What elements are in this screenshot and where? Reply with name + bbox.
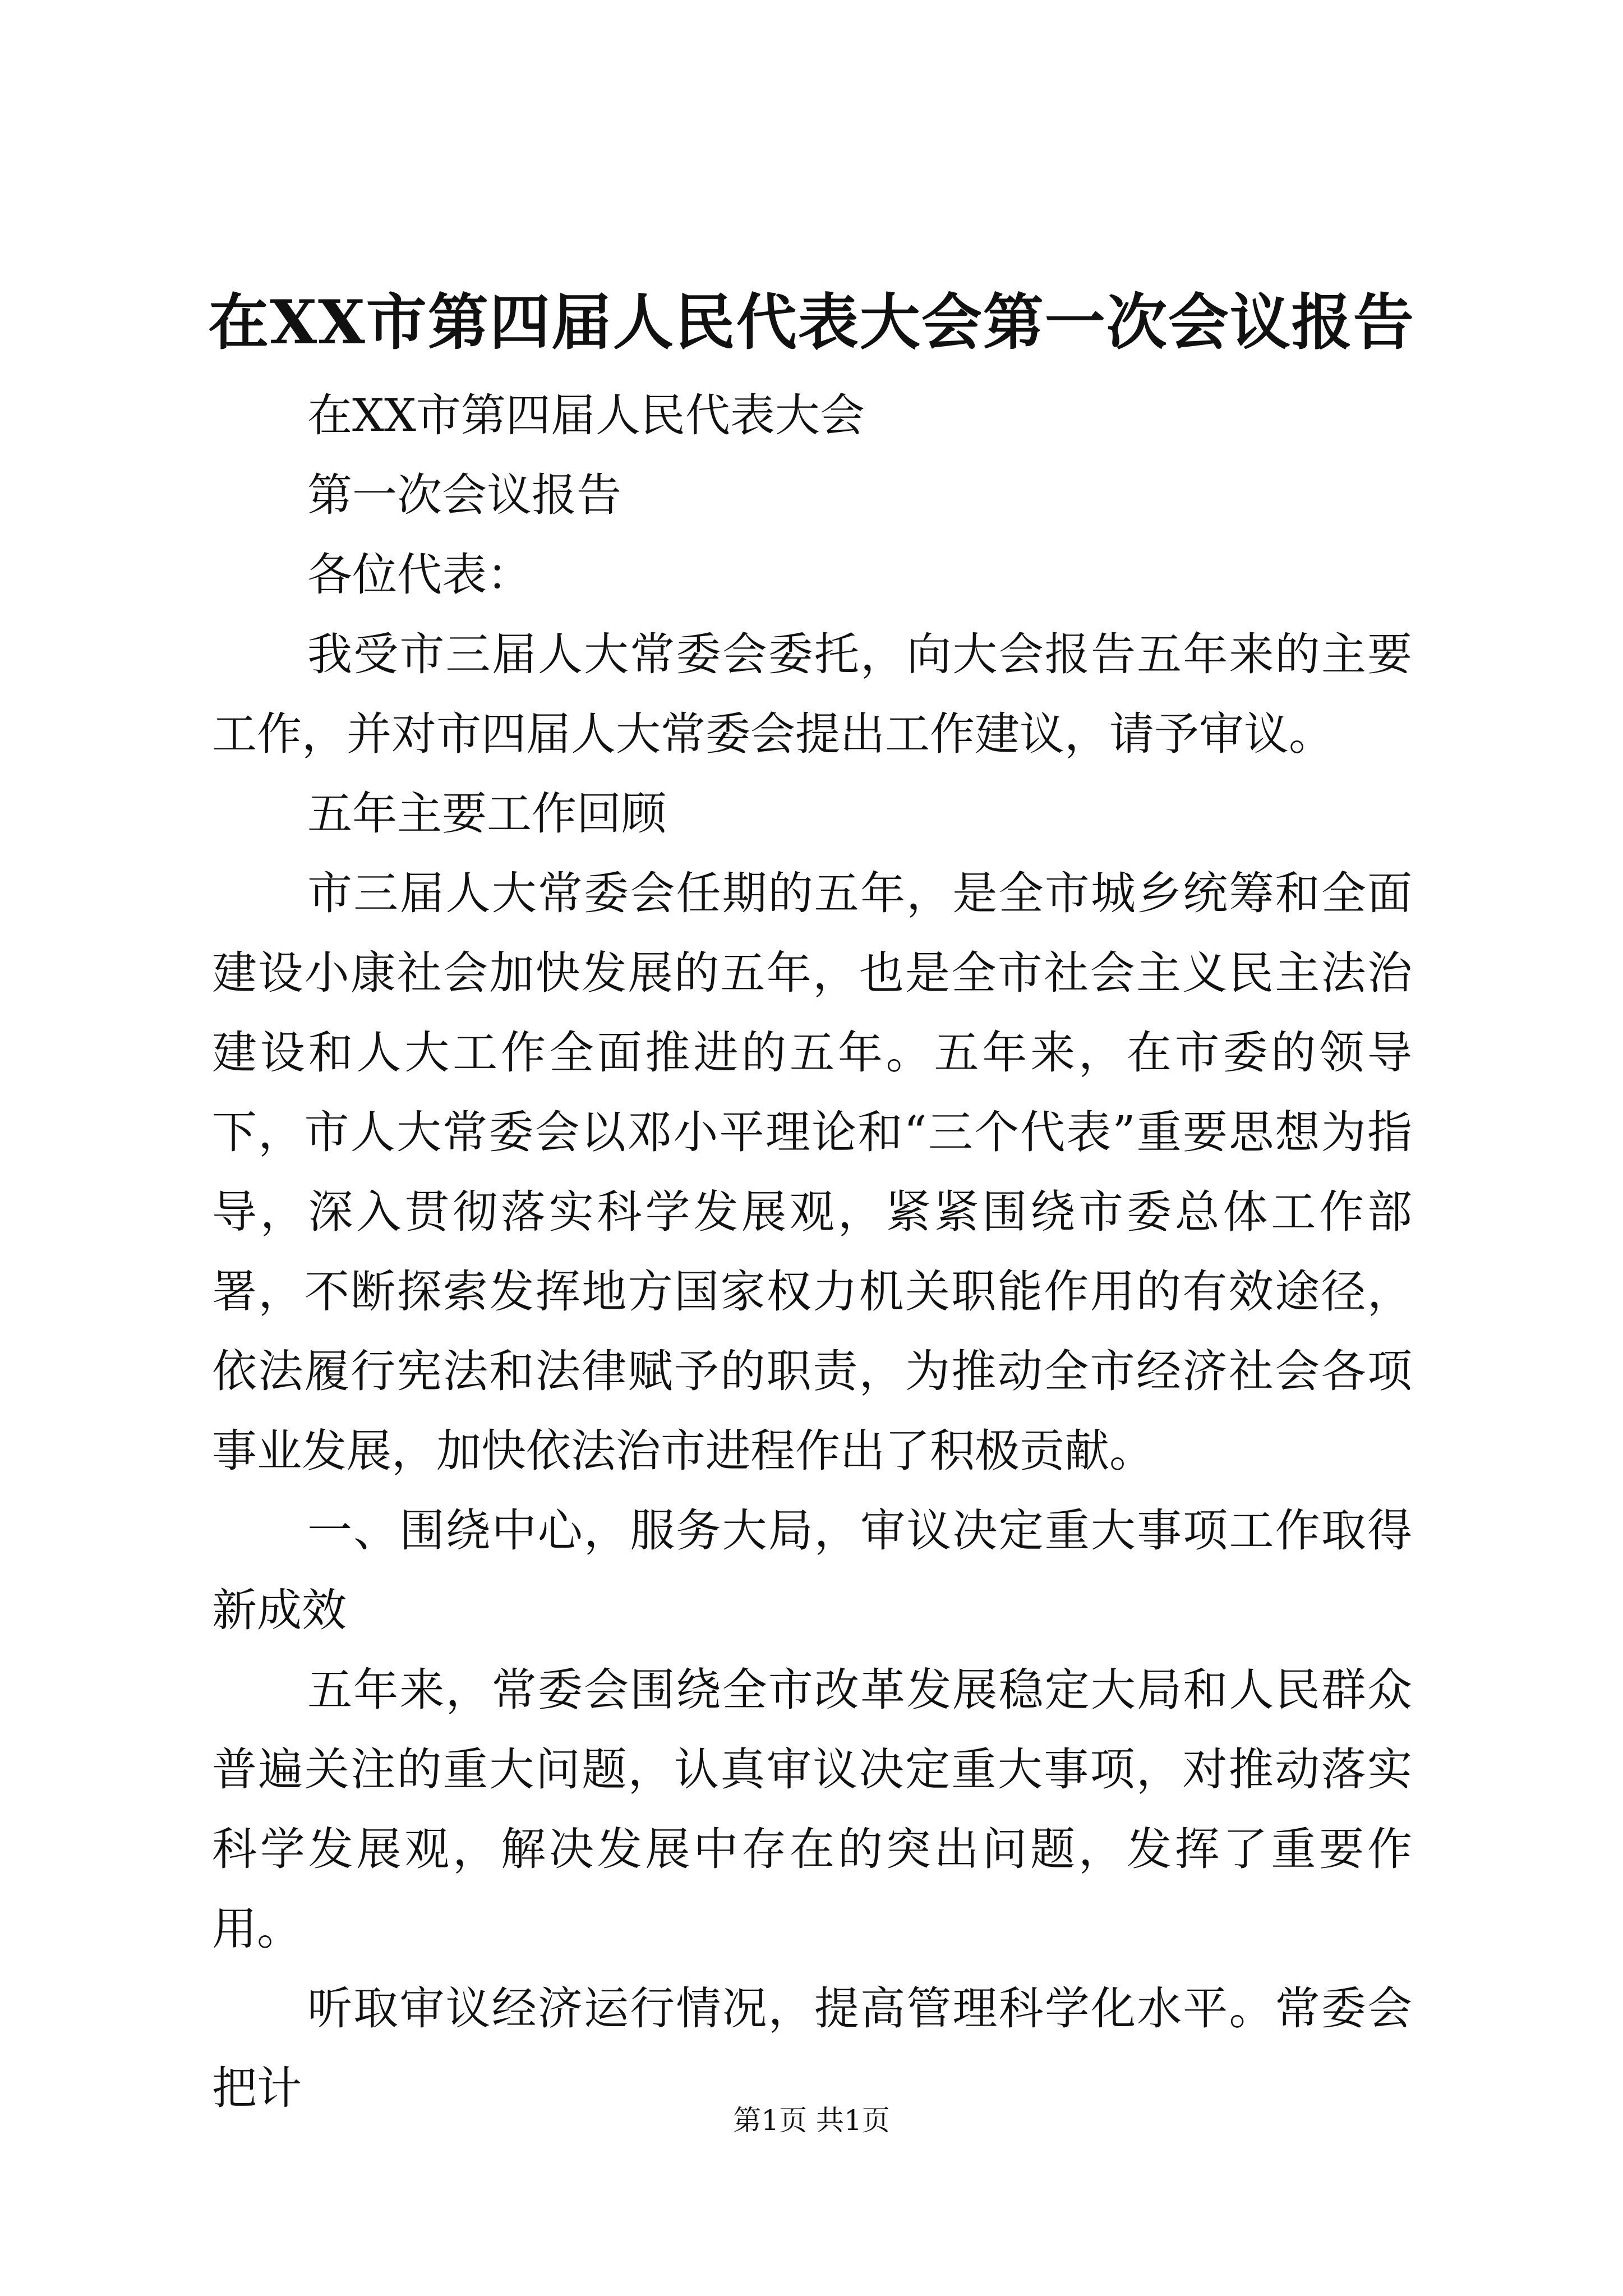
paragraph-intro: 我受市三届人大常委会委托，向大会报告五年来的主要工作，并对市四届人大常委会提出工作建议，请予审议。 xyxy=(212,628,1412,760)
section-heading-one: 一、围绕中心，服务大局，审议决定重大事项工作取得新成效 xyxy=(212,1504,1412,1636)
section-heading-review: 五年主要工作回顾 xyxy=(307,788,666,840)
paragraph-section-one: 五年来，常委会围绕全市改革发展稳定大局和人民群众普遍关注的重大问题，认真审议决定重大事项，对推动落实科学发展观，解决发展中存在的突出问题，发挥了重要作用。 xyxy=(212,1664,1412,1955)
paragraph-review: 市三届人大常委会任期的五年，是全市城乡统筹和全面建设小康社会加快发展的五年，也是全市社会主义民主法治建设和人大工作全面推进的五年。五年来，在市委的领导下，市人大常委会以邓小平理论和“三个代表”重要思想为指导，深入贯彻落实科学发展观，紧紧围绕市委总体工作部署，不断探索发挥地方国家权力机关职能作用的有效途径，依法履行宪法和法律赋予的职责，为推动全市经济社会各项事业发展，加快依法治市进程作出了积极贡献。 xyxy=(212,867,1412,1477)
paragraph-heading-line-1: 在XX市第四届人民代表大会 xyxy=(307,389,865,441)
page-footer: 第1页 共1页 xyxy=(733,2104,890,2137)
paragraph-salutation: 各位代表： xyxy=(307,549,532,601)
document-body xyxy=(212,376,1412,2128)
paragraph-heading-line-2: 第一次会议报告 xyxy=(307,469,621,521)
document-title: 在XX市第四届人民代表大会第一次会议报告 xyxy=(208,287,1415,358)
paragraph-economic-review: 听取审议经济运行情况，提高管理科学化水平。常委会把计 xyxy=(212,1982,1412,2114)
